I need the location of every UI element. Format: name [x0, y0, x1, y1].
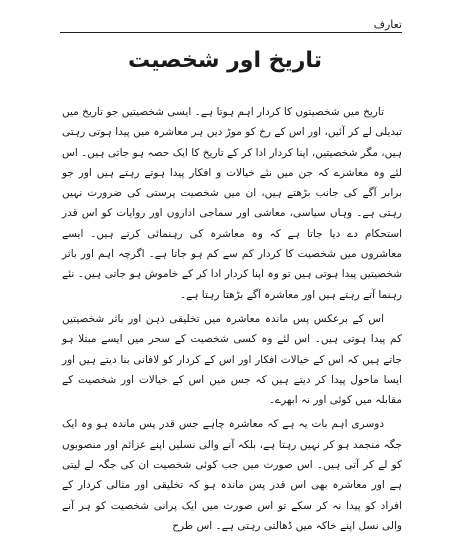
chapter-title: تاریخ اور شخصیت	[128, 48, 322, 73]
header-rule	[60, 32, 402, 33]
paragraph-1: تاریخ میں شخصیتوں کا کردار اہم ہوتا ہے۔ ایسی شخصیتیں جو تاریخ میں تبدیلی لے کر آئیں، اور اس کے رخ کو موڑ دیں ہر معاشرہ میں پیدا ہوتی رہتی ہیں، مگر شخصیتیں، اپنا کردار ادا کر کے تاریخ کا ایک حصہ ہو جاتی ہیں۔ اس لئے وہ معاشرے کہ جن میں نئے خیالات و افکار پیدا ہوتے رہتے ہیں اور جو برابر آگے کی جانب بڑھتے ہیں، ان میں شخصیت پرستی کی ضرورت نہیں رہتی ہے۔ وہاں سیاسی، معاشی اور سماجی اداروں اور روایات کو اس قدر استحکام دے دیا جاتا ہے کہ وہ معاشرہ کی رہنمائی کرتے ہیں۔ ایسے معاشروں میں شخصیت کا کردار کم سے کم ہو جاتا ہے۔ اگرچہ اہم اور باثر شخصیتیں پیدا ہوتی ہیں تو وہ اپنا کردار ادا کر کے خاموش ہو جاتی ہیں۔ نئے رہنما آتے رہتے ہیں اور معاشرہ آگے بڑھتا رہتا ہے۔	[62, 106, 402, 301]
body-text	[62, 102, 402, 536]
paragraph-2: اس کے برعکس پس ماندہ معاشرہ میں تخلیقی ذہن اور باثر شخصیتیں کم پیدا ہوتی ہیں۔ اس لئے وہ کسی شخصیت کے سحر میں ایسے مبتلا ہو جاتے ہیں کہ اس کے خیالات افکار اور اس کے کردار کو لافانی بنا دیتے ہیں اور ایسا ماحول پیدا کر دیتے ہیں کہ جس میں اس کے خیالات اور شخصیت کے مقابلہ میں کوئی اور نہ ابھرے۔	[62, 312, 402, 407]
paragraph-3: دوسری اہم بات یہ ہے کہ معاشرہ چاہے جس قدر پس ماندہ ہو وہ ایک جگہ منجمد ہو کر نہیں رہتا ہے، بلکہ آنے والی نسلیں اپنے عزائم اور منصوبوں کو لے کر آتی ہیں۔ اس صورت میں جب کوئی شخصیت ان کی جگہ لے لیتی ہے اور معاشرہ بھی اس قدر پس ماندہ ہو کہ تخلیقی اور مثالی کردار کے افراد کو پیدا نہ کر سکے تو اس صورت میں ایک پرانی شخصیت کو ہر آنے والی نسل اپنے خاکہ میں ڈھالتی رہتی ہے۔ اس طرح	[62, 418, 402, 532]
section-header: تعارف	[373, 18, 402, 31]
